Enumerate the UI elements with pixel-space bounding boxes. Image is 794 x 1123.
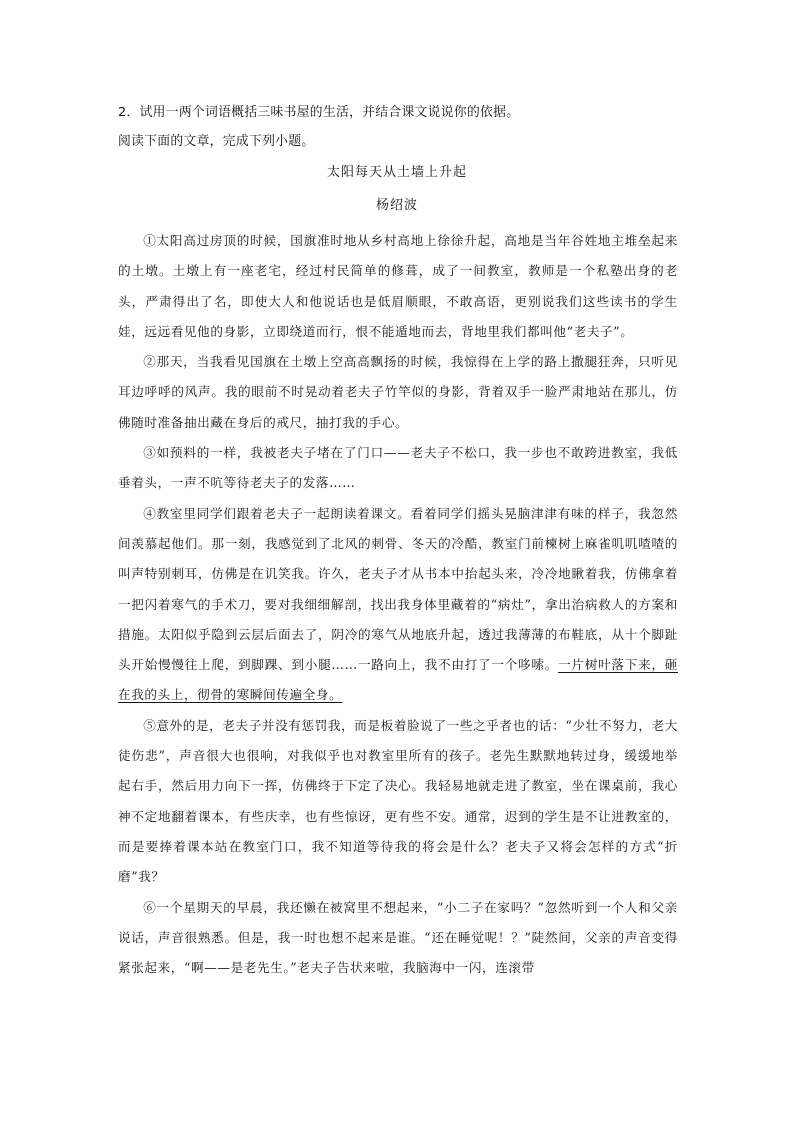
paragraph-4-text: ④教室里同学们跟着老夫子一起朗读着课文。看着同学们摇头晃脑津津有味的样子，我忽然间羡慕起他们。那一刻，我感觉到了北风的刺骨、冬天的冷酷，教室门前楝树上麻雀叽叽喳喳的叫声特别刺耳，仿佛是在讥笑我。许久，老夫子才从书本中抬起头来，冷冷地瞅着我，仿佛拿着一把闪着寒气的手术刀，要对我细细解剖，找出我身体里藏着的“病灶”，拿出治病救人的方案和措施。太阳似乎隐到云层后面去了，阴冷的寒气从地底升起，透过我薄薄的布鞋底，从十个脚趾头开始慢慢往上爬，到脚踝、到小腿……一路向上，我不由打了一个哆嗦。: [118, 505, 678, 673]
article-author: 杨绍波: [375, 198, 418, 213]
reading-instruction: 阅读下面的文章，完成下列小题。: [118, 134, 315, 149]
paragraph-2: ②那天，当我看见国旗在土墩上空高高飘扬的时候，我惊得在上学的路上撒腿狂奔，只听见耳边呼呼的风声。我的眼前不时晃动着老夫子竹竿似的身影，背着双手一脸严肃地站在那儿，仿佛随时准备抽出藏在身后的戒尺，抽打我的手心。: [118, 354, 678, 430]
paragraph-5: ⑤意外的是，老夫子并没有惩罚我，而是板着脸说了一些之乎者也的话：“少壮不努力，老大徒伤悲”，声音很大也很响，对我似乎也对教室里所有的孩子。老先生默默地转过身，缓缓地举起右手，然后用力向下一挥，仿佛终于下定了决心。我轻易地就走进了教室，坐在课桌前，我心神不定地翻着课本，有些庆幸，也有些惊讶，更有些不安。通常，迟到的学生是不让进教室的，而是要捧着课本站在教室门口，我不知道等待我的将会是什么？老夫子又将会怎样的方式“折磨”我？: [118, 717, 678, 885]
article-body: [118, 226, 678, 983]
underlined-sentence: 一片树叶落下来，砸在我的头上，彻骨的寒瞬间传遍全身。: [118, 657, 678, 703]
article-title: 太阳每天从土墙上升起: [326, 165, 467, 180]
paragraph-6: ⑥一个星期天的早晨，我还懒在被窝里不想起来，“小二子在家吗？”忽然听到一个人和父亲说话，声音很熟悉。但是，我一时也想不起来是谁。“还在睡觉呢！？”陡然间，父亲的声音变得紧张起来，“啊——是老先生。”老夫子告状来啦，我脑海中一闪，连滚带: [118, 899, 678, 976]
paragraph-4: [118, 499, 678, 711]
question-2: 2．试用一两个词语概括三味书屋的生活，并结合课文说说你的依据。: [118, 105, 520, 120]
paragraph-1: ①太阳高过房顶的时候，国旗准时地从乡村高地上徐徐升起，高地是当年谷姓地主堆垒起来的土墩。土墩上有一座老宅，经过村民简单的修葺，成了一间教室，教师是一个私塾出身的老头，严肃得出了名，即使大人和他说话也是低眉顺眼，不敢高语，更别说我们这些读书的学生娃，远远看见他的身影，立即绕道而行，恨不能遁地而去，背地里我们都叫他“老夫子”。: [118, 233, 678, 339]
paragraph-3: ③如预料的一样，我被老夫子堵在了门口——老夫子不松口，我一步也不敢跨进教室，我低垂着头，一声不吭等待老夫子的发落……: [118, 445, 678, 491]
